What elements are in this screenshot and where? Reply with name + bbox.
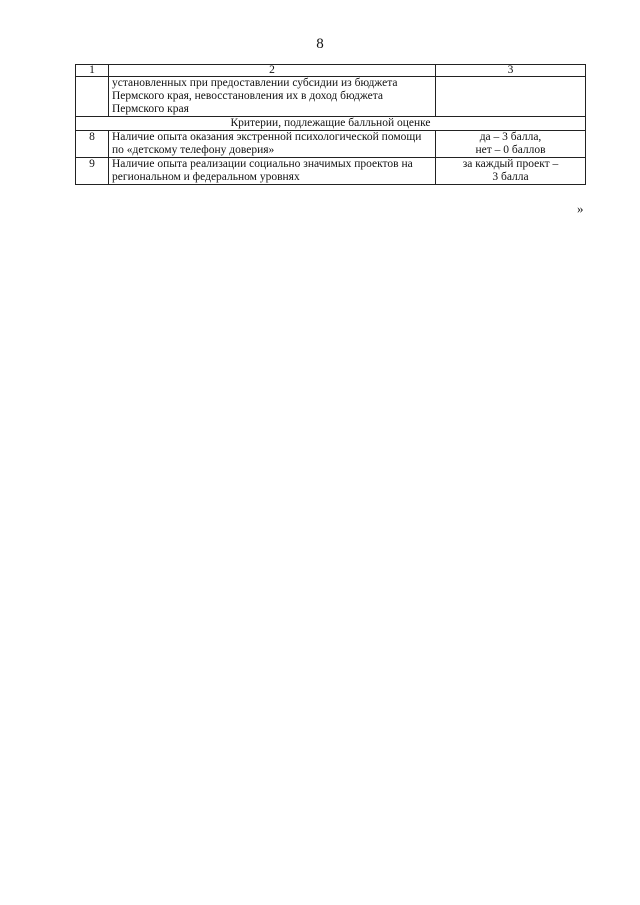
points-line: за каждый проект – (462, 158, 559, 170)
closing-quote: » (577, 201, 584, 216)
criterion-text: Наличие опыта реализации социально значимых проектов на региональном и федеральном уровнях (109, 158, 436, 185)
points-line: 3 балла (492, 171, 529, 183)
criterion-points (436, 77, 586, 117)
page-number: 8 (316, 36, 324, 52)
criterion-points (436, 158, 586, 185)
criterion-points (436, 131, 586, 158)
column-number-3: 3 (436, 65, 586, 77)
table-section-row (76, 117, 586, 131)
section-title: Критерии, подлежащие балльной оценке (76, 117, 586, 131)
criterion-text: Наличие опыта оказания экстренной психологической помощи по «детскому телефону доверия» (109, 131, 436, 158)
criteria-table (75, 64, 586, 185)
points-line: нет – 0 баллов (475, 144, 546, 156)
table-row-continuation (76, 77, 586, 117)
column-number-1: 1 (76, 65, 109, 77)
table-row (76, 158, 586, 185)
column-number-2: 2 (109, 65, 436, 77)
row-number (76, 77, 109, 117)
table-row (76, 131, 586, 158)
table-header-row (76, 65, 586, 77)
row-number: 9 (76, 158, 109, 185)
criterion-text: установленных при предоставлении субсидии из бюджета Пермского края, невосстановления их в доход бюджета Пермского края (109, 77, 436, 117)
points-line: да – 3 балла, (479, 131, 542, 143)
row-number: 8 (76, 131, 109, 158)
